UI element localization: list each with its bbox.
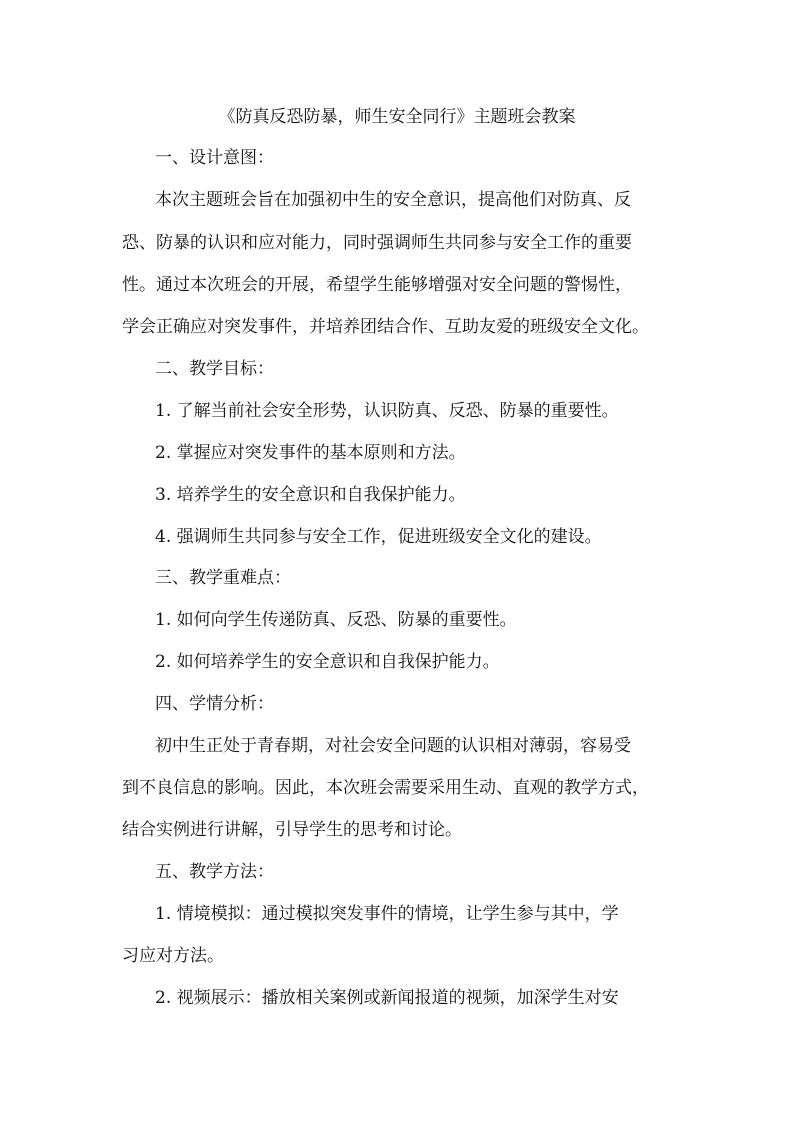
section-heading-teaching-methods: 五、教学方法： — [155, 862, 274, 882]
list-item: 2. 视频展示：播放相关案例或新闻报道的视频，加深学生对安 — [155, 988, 619, 1008]
list-item: 1. 如何向学生传递防真、反恐、防暴的重要性。 — [155, 610, 517, 630]
list-item-continuation: 习应对方法。 — [122, 946, 224, 966]
section-heading-teaching-goals: 二、教学目标： — [155, 359, 274, 379]
paragraph-line: 恐、防暴的认识和应对能力，同时强调师生共同参与安全工作的重要 — [122, 233, 632, 253]
paragraph-line: 到不良信息的影响。因此，本次班会需要采用生动、直观的教学方式， — [122, 778, 649, 798]
section-heading-learner-analysis: 四、学情分析： — [155, 694, 274, 714]
list-item: 4. 强调师生共同参与安全工作，促进班级安全文化的建设。 — [155, 527, 602, 547]
list-item: 2. 如何培养学生的安全意识和自我保护能力。 — [155, 652, 500, 672]
section-heading-key-difficulties: 三、教学重难点： — [155, 568, 291, 588]
paragraph-line: 初中生正处于青春期，对社会安全问题的认识相对薄弱，容易受 — [155, 736, 631, 756]
list-item: 2. 掌握应对突发事件的基本原则和方法。 — [155, 443, 466, 463]
section-heading-design-intent: 一、设计意图： — [155, 148, 274, 168]
list-item: 1. 了解当前社会安全形势，认识防真、反恐、防暴的重要性。 — [155, 401, 619, 421]
paragraph-line: 本次主题班会旨在加强初中生的安全意识，提高他们对防真、反 — [155, 190, 631, 210]
paragraph-line: 性。通过本次班会的开展，希望学生能够增强对安全问题的警惕性， — [122, 275, 632, 295]
paragraph-line: 学会正确应对突发事件，并培养团结合作、互助友爱的班级安全文化。 — [122, 317, 649, 337]
document-title: 《防真反恐防暴，师生安全同行》主题班会教案 — [218, 107, 576, 127]
list-item: 1. 情境模拟：通过模拟突发事件的情境，让学生参与其中，学 — [155, 904, 619, 924]
paragraph-line: 结合实例进行讲解，引导学生的思考和讨论。 — [122, 820, 462, 840]
list-item: 3. 培养学生的安全意识和自我保护能力。 — [155, 485, 466, 505]
